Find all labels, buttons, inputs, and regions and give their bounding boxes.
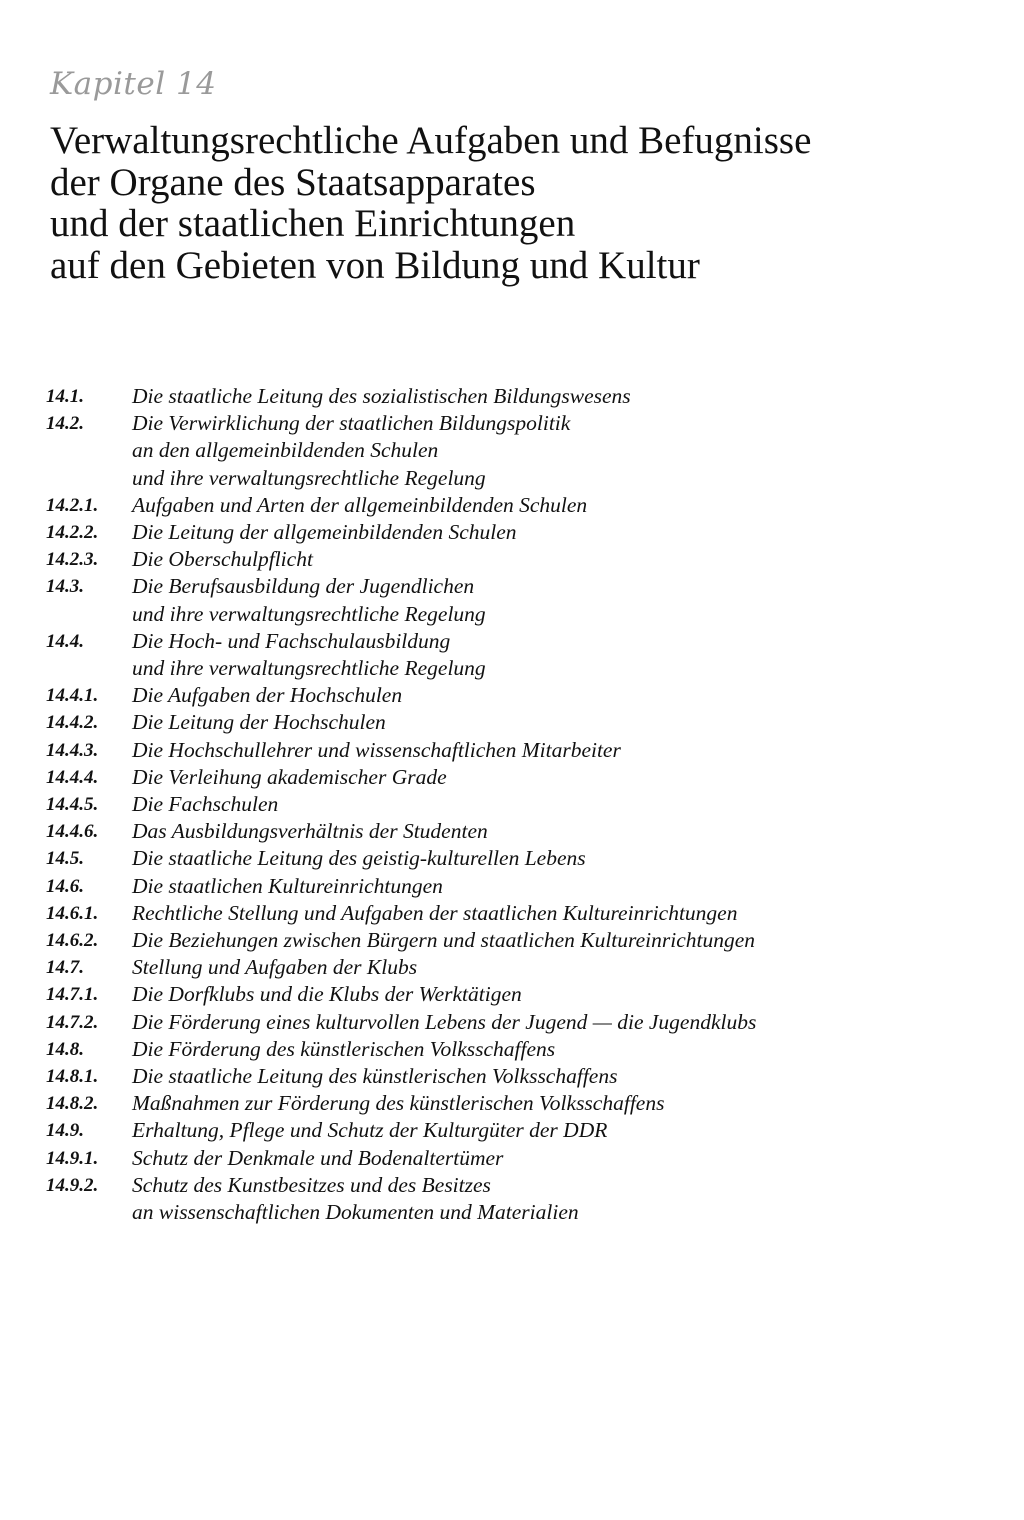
chapter-title-line: und der staatlichen Einrichtungen bbox=[50, 202, 576, 245]
toc-entry-number: 14.8. bbox=[46, 1038, 84, 1060]
toc-entry bbox=[46, 954, 756, 981]
toc-entry-title bbox=[132, 845, 586, 872]
toc-entry-title bbox=[132, 764, 447, 791]
table-of-contents bbox=[46, 383, 756, 1226]
toc-entry-title bbox=[132, 519, 517, 546]
toc-entry-title-line: Die Oberschulpflicht bbox=[132, 547, 313, 572]
toc-entry-title bbox=[132, 927, 755, 954]
toc-entry bbox=[46, 573, 756, 627]
toc-entry-number: 14.4. bbox=[46, 630, 84, 652]
toc-entry-title bbox=[132, 628, 486, 682]
toc-entry-title bbox=[132, 1172, 579, 1226]
toc-entry-number: 14.5. bbox=[46, 848, 84, 870]
toc-entry-number: 14.7. bbox=[46, 957, 84, 979]
toc-entry bbox=[46, 1172, 756, 1226]
toc-entry-title bbox=[132, 1009, 756, 1036]
toc-entry bbox=[46, 519, 756, 546]
toc-entry-number: 14.4.4. bbox=[46, 766, 99, 788]
toc-entry-title-line: Die Fachschulen bbox=[132, 792, 279, 817]
toc-entry-title-line: Die Verleihung akademischer Grade bbox=[132, 764, 447, 789]
toc-entry-title-line: Schutz des Kunstbesitzes und des Besitzes bbox=[132, 1172, 491, 1197]
toc-entry-title-line: Aufgaben und Arten der allgemeinbildenden Schulen bbox=[132, 492, 588, 517]
toc-entry-title bbox=[132, 737, 621, 764]
toc-entry-title bbox=[132, 1145, 503, 1172]
toc-entry bbox=[46, 873, 756, 900]
toc-entry-number: 14.6.1. bbox=[46, 902, 99, 924]
toc-entry-title bbox=[132, 1090, 664, 1117]
toc-entry-number: 14.4.1. bbox=[46, 685, 99, 707]
toc-entry-title-line: Die Förderung eines kulturvollen Lebens der Jugend — die Jugendklubs bbox=[132, 1009, 757, 1034]
chapter-title bbox=[50, 120, 811, 286]
toc-entry bbox=[46, 492, 756, 519]
toc-entry bbox=[46, 845, 756, 872]
toc-entry bbox=[46, 383, 756, 410]
toc-entry-title-line: Die staatliche Leitung des sozialistischen Bildungswesens bbox=[132, 384, 631, 408]
toc-entry-title-line: und ihre verwaltungsrechtliche Regelung bbox=[132, 656, 486, 681]
toc-entry-title-line: an den allgemeinbildenden Schulen bbox=[132, 438, 439, 463]
toc-entry-number: 14.9.2. bbox=[46, 1174, 99, 1196]
toc-entry bbox=[46, 1090, 756, 1117]
toc-entry-title bbox=[132, 873, 443, 900]
toc-entry-number: 14.2.3. bbox=[46, 549, 99, 571]
toc-entry bbox=[46, 709, 756, 736]
toc-entry bbox=[46, 1063, 756, 1090]
toc-entry bbox=[46, 1036, 756, 1063]
toc-entry-title-line: Stellung und Aufgaben der Klubs bbox=[132, 955, 418, 980]
toc-entry-title bbox=[132, 1036, 555, 1063]
toc-entry-title-line: und ihre verwaltungsrechtliche Regelung bbox=[132, 601, 486, 626]
toc-entry-number: 14.3. bbox=[46, 576, 84, 598]
toc-entry bbox=[46, 764, 756, 791]
toc-entry-title bbox=[132, 900, 737, 927]
toc-entry-title-line: Die Leitung der Hochschulen bbox=[132, 710, 386, 735]
toc-entry-title-line: Die Beziehungen zwischen Bürgern und staatlichen Kultureinrichtungen bbox=[132, 928, 756, 953]
toc-entry-number: 14.2.1. bbox=[46, 494, 99, 516]
chapter-title-line: Verwaltungsrechtliche Aufgaben und Befugnisse bbox=[50, 119, 812, 162]
toc-entry-number: 14.8.1. bbox=[46, 1066, 99, 1088]
toc-entry-title-line: Die staatliche Leitung des künstlerischen Volksschaffens bbox=[132, 1064, 618, 1089]
toc-entry-title-line: Die Dorfklubs und die Klubs der Werktätigen bbox=[132, 982, 522, 1007]
toc-entry bbox=[46, 1145, 756, 1172]
toc-entry bbox=[46, 628, 756, 682]
toc-entry-number: 14.2.2. bbox=[46, 522, 99, 544]
toc-entry-title-line: an wissenschaftlichen Dokumenten und Materialien bbox=[132, 1200, 579, 1225]
toc-entry-title-line: Die Förderung des künstlerischen Volksschaffens bbox=[132, 1036, 556, 1061]
toc-entry-title-line: Erhaltung, Pflege und Schutz der Kulturgüter der DDR bbox=[132, 1118, 608, 1143]
toc-entry-number: 14.7.2. bbox=[46, 1011, 99, 1033]
toc-entry-title-line: Die Leitung der allgemeinbildenden Schulen bbox=[132, 520, 517, 545]
toc-entry-number: 14.4.3. bbox=[46, 739, 99, 761]
toc-entry-title bbox=[132, 1063, 617, 1090]
toc-entry-number: 14.8.2. bbox=[46, 1093, 99, 1115]
toc-entry-title-line: Schutz der Denkmale und Bodenaltertümer bbox=[132, 1145, 504, 1170]
toc-entry-title-line: Die Berufsausbildung der Jugendlichen bbox=[132, 574, 475, 599]
toc-entry-title bbox=[132, 682, 402, 709]
chapter-title-line: auf den Gebieten von Bildung und Kultur bbox=[50, 243, 700, 287]
toc-entry bbox=[46, 981, 756, 1008]
toc-entry-title bbox=[132, 573, 486, 627]
toc-entry-title bbox=[132, 818, 488, 845]
chapter-title-line: der Organe des Staatsapparates bbox=[50, 160, 536, 204]
toc-entry-number: 14.4.2. bbox=[46, 712, 99, 734]
toc-entry bbox=[46, 1009, 756, 1036]
toc-entry-title-line: Die Hoch- und Fachschulausbildung bbox=[132, 628, 451, 653]
toc-entry-title bbox=[132, 981, 522, 1008]
toc-entry-title-line: Die staatlichen Kultureinrichtungen bbox=[132, 873, 443, 898]
toc-entry-number: 14.6. bbox=[46, 875, 84, 897]
toc-entry-title bbox=[132, 546, 313, 573]
toc-entry bbox=[46, 1117, 756, 1144]
toc-entry bbox=[46, 900, 756, 927]
toc-entry-title bbox=[132, 709, 386, 736]
toc-entry-number: 14.2. bbox=[46, 413, 84, 435]
toc-entry-number: 14.4.6. bbox=[46, 821, 99, 843]
toc-entry-title-line: und ihre verwaltungsrechtliche Regelung bbox=[132, 465, 486, 490]
toc-entry-title bbox=[132, 410, 570, 492]
toc-entry-title bbox=[132, 492, 587, 519]
toc-entry-title-line: Die staatliche Leitung des geistig-kulturellen Lebens bbox=[132, 846, 586, 871]
toc-entry bbox=[46, 737, 756, 764]
toc-entry-title bbox=[132, 791, 278, 818]
toc-entry-title-line: Das Ausbildungsverhältnis der Studenten bbox=[132, 819, 488, 844]
toc-entry-title-line: Die Aufgaben der Hochschulen bbox=[132, 683, 403, 708]
toc-entry-title bbox=[132, 383, 631, 410]
toc-entry-title bbox=[132, 1117, 607, 1144]
toc-entry-number: 14.4.5. bbox=[46, 794, 99, 816]
chapter-label: Kapitel 14 bbox=[50, 66, 217, 102]
toc-entry-title-line: Die Verwirklichung der staatlichen Bildungspolitik bbox=[132, 411, 571, 436]
toc-entry-title-line: Maßnahmen zur Förderung des künstlerischen Volksschaffens bbox=[132, 1091, 665, 1116]
toc-entry bbox=[46, 927, 756, 954]
toc-entry-number: 14.7.1. bbox=[46, 984, 99, 1006]
toc-entry bbox=[46, 818, 756, 845]
toc-entry-number: 14.9. bbox=[46, 1120, 84, 1142]
toc-entry-title-line: Rechtliche Stellung und Aufgaben der staatlichen Kultureinrichtungen bbox=[132, 900, 738, 925]
toc-entry bbox=[46, 682, 756, 709]
toc-entry bbox=[46, 546, 756, 573]
toc-entry-number: 14.6.2. bbox=[46, 930, 99, 952]
toc-entry-number: 14.1. bbox=[46, 386, 84, 407]
toc-entry-number: 14.9.1. bbox=[46, 1147, 99, 1169]
toc-entry bbox=[46, 791, 756, 818]
toc-entry-title-line: Die Hochschullehrer und wissenschaftlichen Mitarbeiter bbox=[132, 737, 621, 762]
toc-entry-title bbox=[132, 954, 417, 981]
toc-entry bbox=[46, 410, 756, 492]
